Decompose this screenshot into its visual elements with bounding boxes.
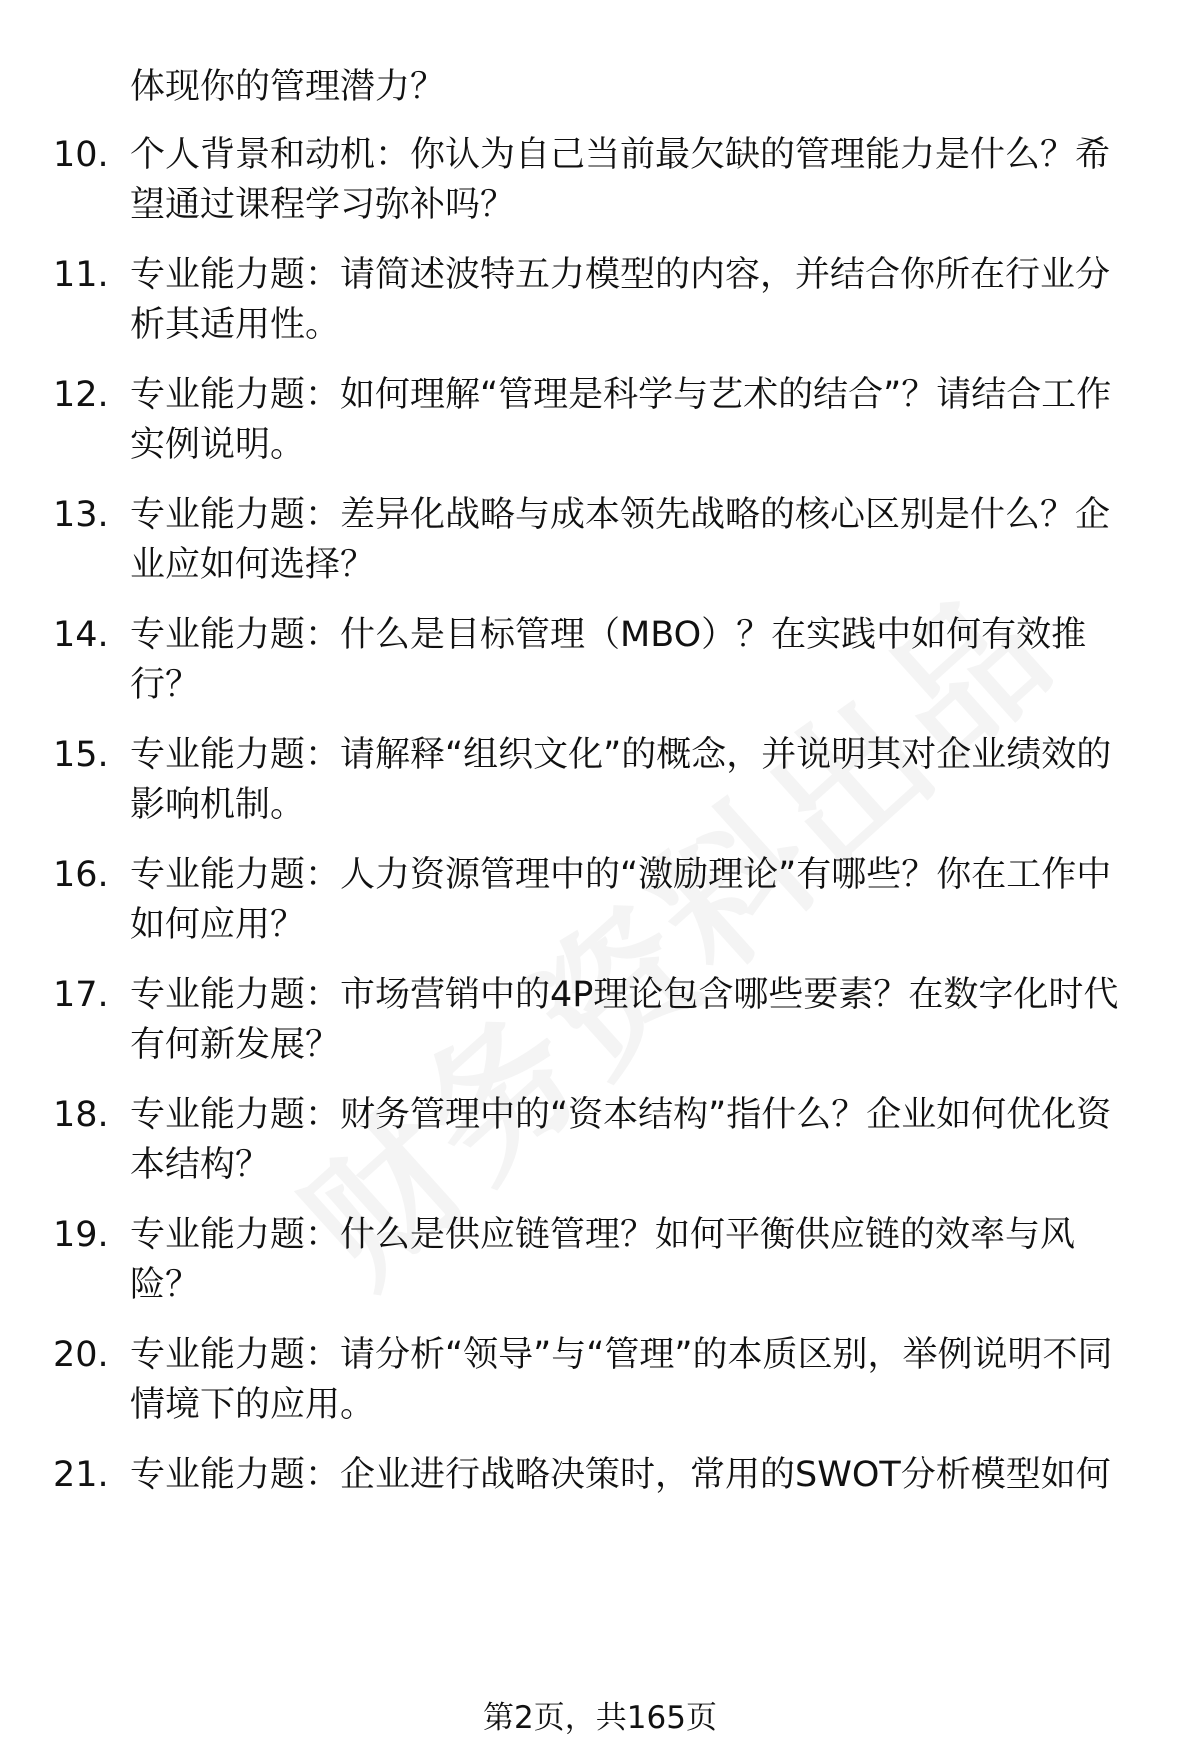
item-text: 个人背景和动机：你认为自己当前最欠缺的管理能力是什么？希望通过课程学习弥补吗？ — [130, 135, 1111, 225]
item-text: 专业能力题：企业进行战略决策时，常用的SWOT分析模型如何 — [130, 1455, 1111, 1495]
item-text: 专业能力题：市场营销中的4P理论包含哪些要素？在数字化时代有何新发展？ — [130, 975, 1119, 1065]
item-text: 专业能力题：如何理解“管理是科学与艺术的结合”？请结合工作实例说明。 — [130, 375, 1112, 465]
item-text: 专业能力题：请分析“领导”与“管理”的本质区别，举例说明不同情境下的应用。 — [130, 1335, 1113, 1425]
item-number: 12. — [53, 375, 109, 415]
item-number: 21. — [53, 1455, 109, 1495]
continuation-text: 体现你的管理潜力？ — [130, 67, 446, 107]
item-number: 20. — [53, 1335, 109, 1375]
item-text: 专业能力题：请简述波特五力模型的内容，并结合你所在行业分析其适用性。 — [130, 255, 1111, 345]
item-number: 18. — [53, 1095, 109, 1135]
item-number: 14. — [53, 615, 109, 655]
item-number: 15. — [53, 735, 109, 775]
item-number: 13. — [53, 495, 109, 535]
item-text: 专业能力题：差异化战略与成本领先战略的核心区别是什么？企业应如何选择？ — [130, 495, 1111, 585]
item-number: 10. — [53, 135, 109, 175]
item-number: 19. — [53, 1215, 109, 1255]
item-text: 专业能力题：什么是供应链管理？如何平衡供应链的效率与风险？ — [130, 1215, 1076, 1305]
item-number: 16. — [53, 855, 109, 895]
page-footer: 第2页，共165页 — [483, 1700, 717, 1736]
item-text: 专业能力题：人力资源管理中的“激励理论”有哪些？你在工作中如何应用？ — [130, 855, 1112, 945]
item-text: 专业能力题：什么是目标管理（MBO）？在实践中如何有效推行？ — [130, 615, 1087, 705]
item-text: 专业能力题：财务管理中的“资本结构”指什么？企业如何优化资本结构？ — [130, 1095, 1112, 1185]
item-text: 专业能力题：请解释“组织文化”的概念，并说明其对企业绩效的影响机制。 — [130, 735, 1112, 825]
item-number: 17. — [53, 975, 109, 1015]
item-number: 11. — [53, 255, 109, 295]
